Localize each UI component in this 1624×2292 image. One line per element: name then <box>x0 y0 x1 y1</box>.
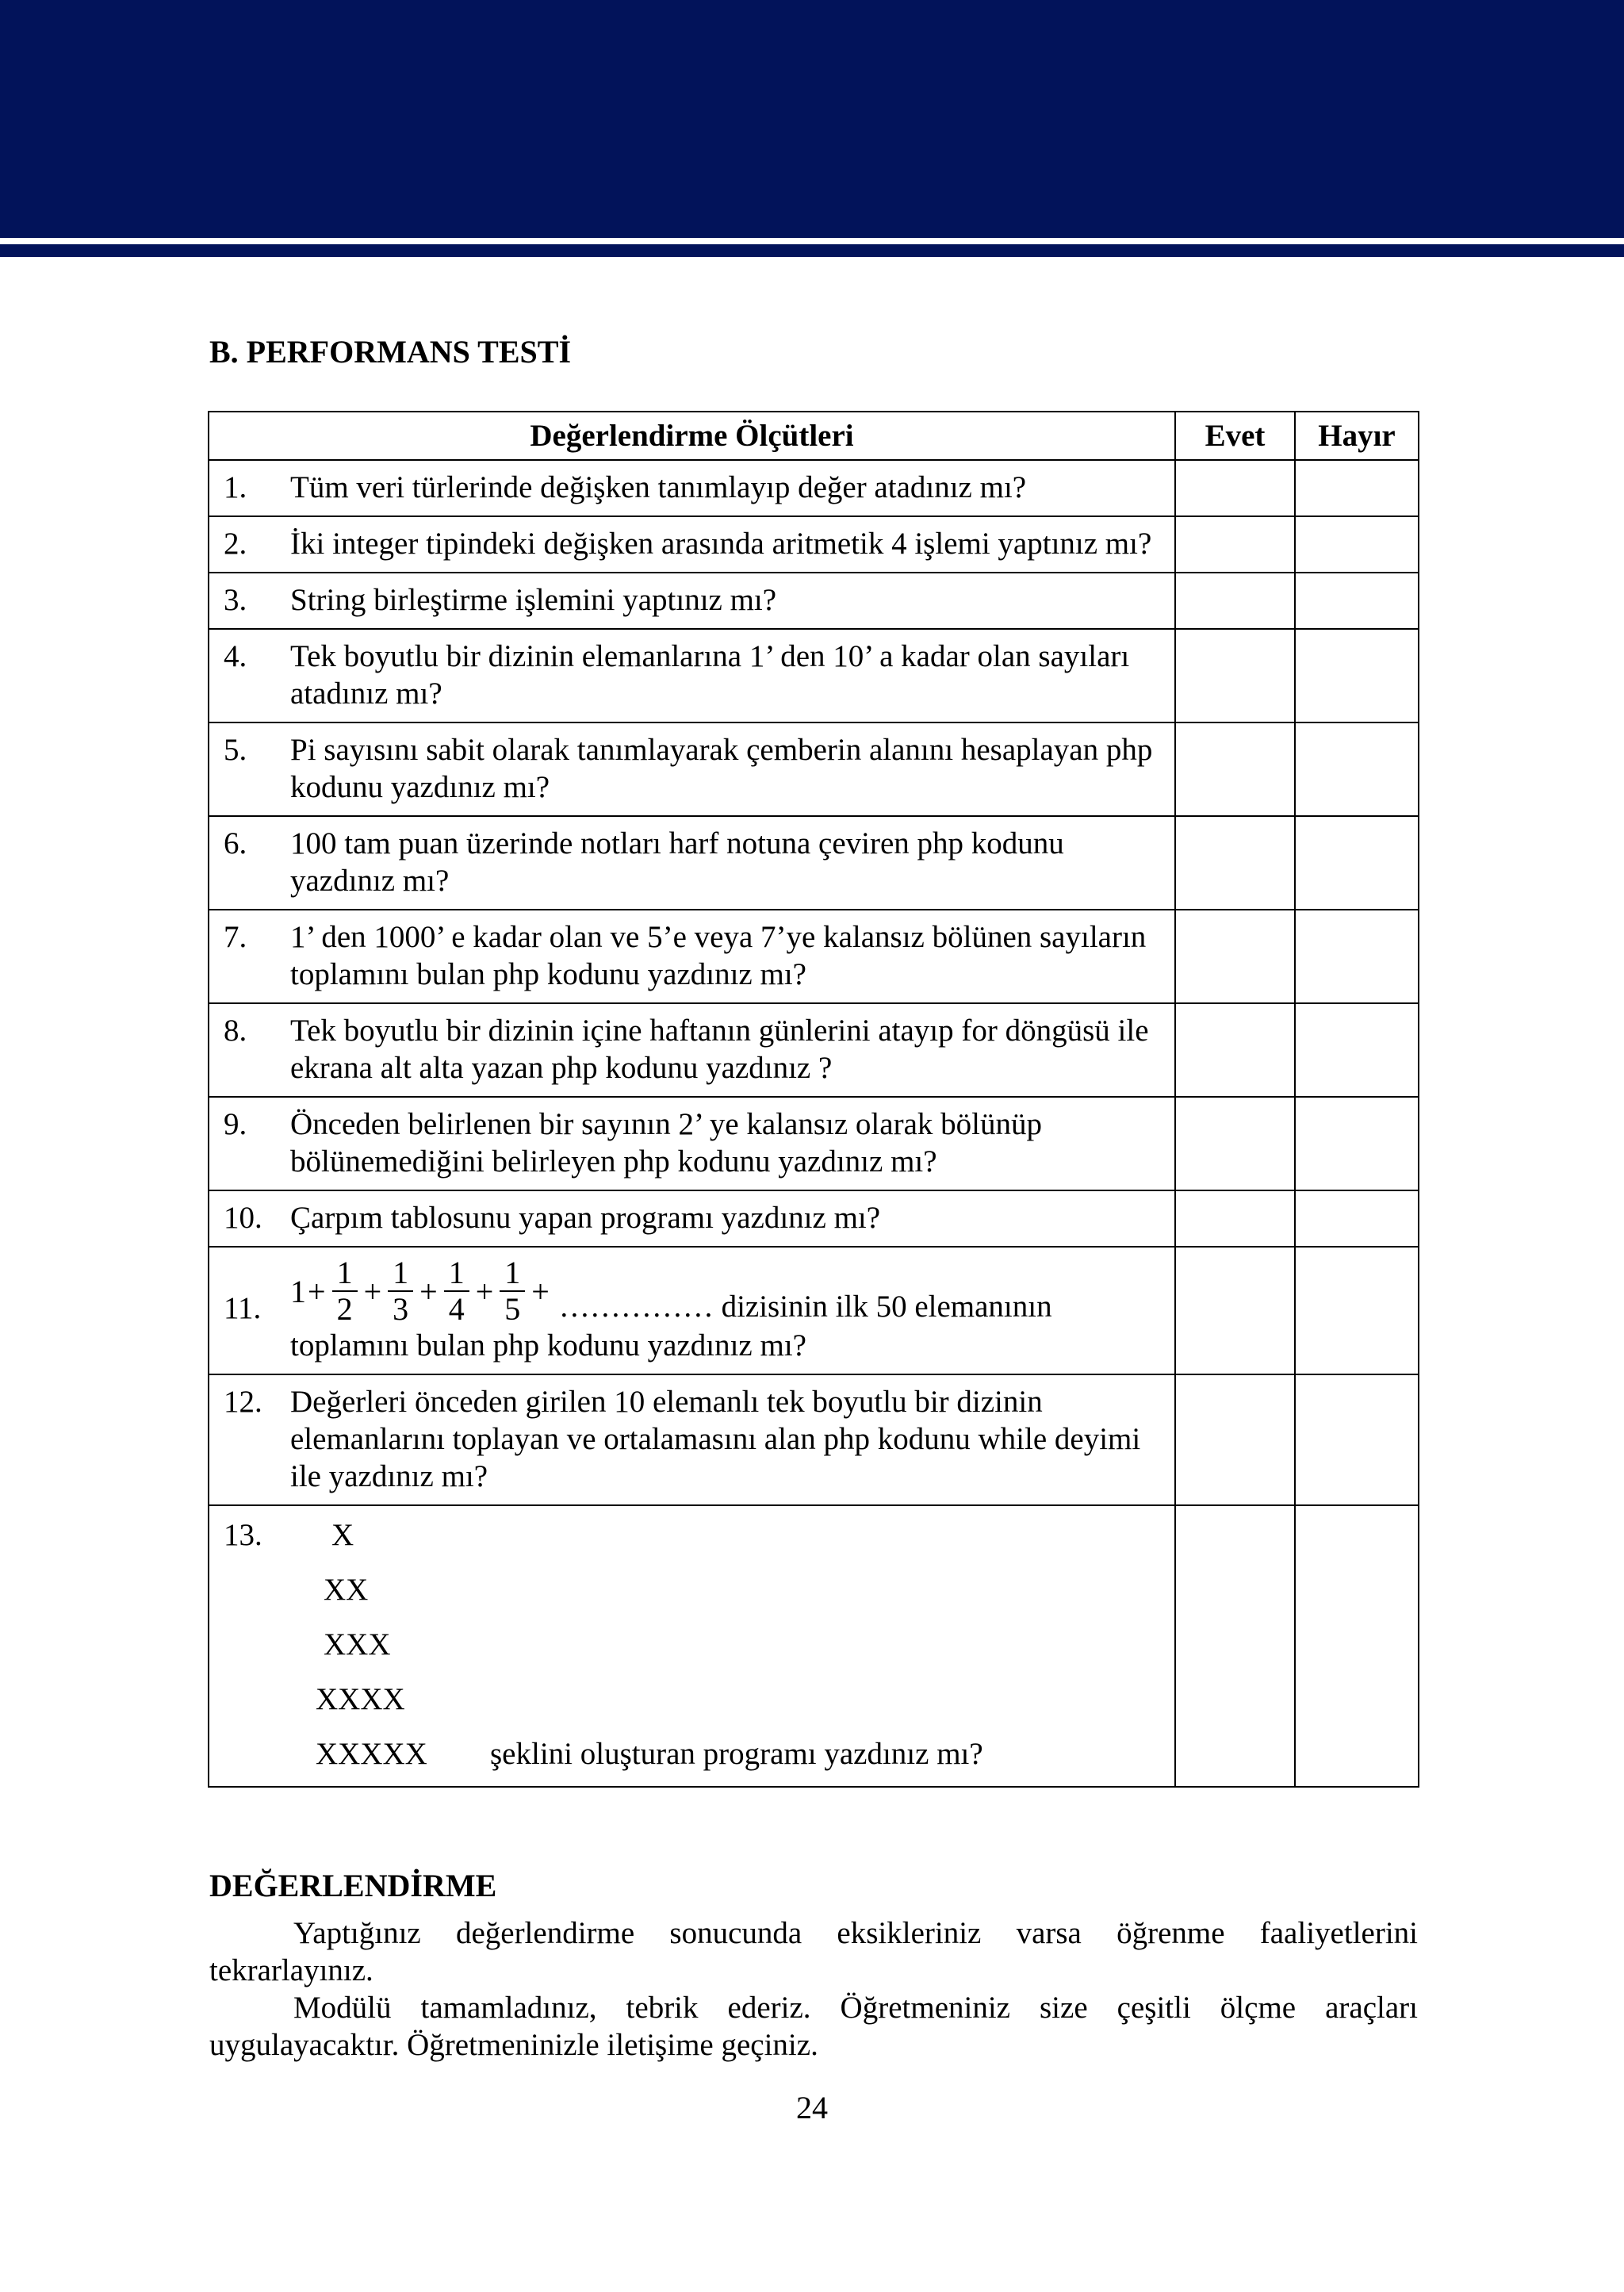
formula-plus: + <box>475 1273 494 1309</box>
pattern-line: XXXXX <box>316 1737 427 1771</box>
no-checkbox-cell[interactable] <box>1295 629 1419 722</box>
pattern-line: XX <box>324 1573 369 1607</box>
table-row <box>209 1247 1419 1374</box>
no-header: Hayır <box>1295 412 1419 460</box>
evaluation-paragraph-1: Yaptığınız değerlendirme sonucunda eksikleriniz varsa öğrenme faaliyetlerini tekrarlayınız. <box>209 1916 1418 1987</box>
criteria-cell <box>209 1247 1175 1374</box>
item-number: 8. <box>224 1014 247 1048</box>
no-checkbox-cell[interactable] <box>1295 1247 1419 1374</box>
fraction <box>500 1255 525 1327</box>
no-checkbox-cell[interactable] <box>1295 516 1419 573</box>
item-number: 4. <box>224 639 247 673</box>
no-checkbox-cell[interactable] <box>1295 722 1419 816</box>
yes-checkbox-cell[interactable] <box>1175 573 1295 629</box>
fraction-numerator: 1 <box>500 1255 525 1292</box>
no-checkbox-cell[interactable] <box>1295 573 1419 629</box>
pattern-line: XXXX <box>316 1682 405 1716</box>
item-number: 10. <box>224 1201 262 1235</box>
formula-lead: 1 <box>290 1273 306 1309</box>
fraction <box>388 1255 413 1327</box>
item-text: Önceden belirlenen bir sayının 2’ ye kalansız olarak bölünüp bölünemediğini belirleyen php kodunu yazdınız mı? <box>290 1107 1042 1179</box>
no-checkbox-cell[interactable] <box>1295 1190 1419 1247</box>
header-band <box>0 0 1624 238</box>
criteria-cell <box>209 516 1175 573</box>
criteria-cell <box>209 1003 1175 1097</box>
page-number: 24 <box>796 2090 828 2125</box>
criteria-cell <box>209 910 1175 1003</box>
item-number: 9. <box>224 1107 247 1141</box>
criteria-cell <box>209 1505 1175 1787</box>
no-checkbox-cell[interactable] <box>1295 910 1419 1003</box>
fraction-numerator: 1 <box>388 1255 413 1292</box>
item-number: 13. <box>224 1518 262 1552</box>
table-row <box>209 1003 1419 1097</box>
table-row <box>209 1097 1419 1190</box>
pattern-line: XXX <box>324 1627 391 1662</box>
fraction <box>444 1255 469 1327</box>
item-number: 1. <box>224 470 247 504</box>
table-header-row <box>209 412 1419 460</box>
yes-header: Evet <box>1175 412 1295 460</box>
yes-checkbox-cell[interactable] <box>1175 1190 1295 1247</box>
yes-checkbox-cell[interactable] <box>1175 910 1295 1003</box>
formula-plus: + <box>363 1273 382 1309</box>
pattern-line: X <box>331 1518 354 1552</box>
item-text: İki integer tipindeki değişken arasında aritmetik 4 işlemi yaptınız mı? <box>290 527 1152 561</box>
yes-checkbox-cell[interactable] <box>1175 1247 1295 1374</box>
item-number: 2. <box>224 527 247 561</box>
evaluation-paragraph-2: Modülü tamamladınız, tebrik ederiz. Öğretmeniniz size çeşitli ölçme araçları uygulayacaktır. Öğretmeninizle iletişime geçiniz. <box>209 1991 1418 2062</box>
yes-checkbox-cell[interactable] <box>1175 1003 1295 1097</box>
criteria-cell <box>209 1374 1175 1505</box>
criteria-header: Değerlendirme Ölçütleri <box>209 412 1175 460</box>
fraction-numerator: 1 <box>332 1255 358 1292</box>
table-row <box>209 910 1419 1003</box>
series-formula <box>290 1255 551 1327</box>
fraction-denominator: 3 <box>393 1291 409 1327</box>
criteria-cell <box>209 1190 1175 1247</box>
item-text: Tek boyutlu bir dizinin elemanlarına 1’ den 10’ a kadar olan sayıları atadınız mı? <box>290 639 1130 711</box>
criteria-cell <box>209 722 1175 816</box>
yes-checkbox-cell[interactable] <box>1175 629 1295 722</box>
no-checkbox-cell[interactable] <box>1295 460 1419 516</box>
fraction-numerator: 1 <box>444 1255 469 1292</box>
header-gap <box>0 238 1624 244</box>
item-text: String birleştirme işlemini yaptınız mı? <box>290 583 777 617</box>
criteria-table <box>208 411 1419 1788</box>
item-text: Tüm veri türlerinde değişken tanımlayıp değer atadınız mı? <box>290 470 1027 504</box>
yes-checkbox-cell[interactable] <box>1175 516 1295 573</box>
item-number: 6. <box>224 826 247 860</box>
fraction-denominator: 5 <box>504 1291 521 1327</box>
item-number: 12. <box>224 1385 262 1419</box>
criteria-cell <box>209 629 1175 722</box>
no-checkbox-cell[interactable] <box>1295 816 1419 910</box>
table-row <box>209 460 1419 516</box>
item-number: 3. <box>224 583 247 617</box>
table-row <box>209 573 1419 629</box>
formula-plus: + <box>419 1273 438 1309</box>
table-row <box>209 629 1419 722</box>
item-text: şeklini oluşturan programı yazdınız mı? <box>490 1737 983 1771</box>
fraction <box>332 1255 358 1327</box>
table-row <box>209 516 1419 573</box>
item-text: Tek boyutlu bir dizinin içine haftanın günlerini atayıp for döngüsü ile ekrana alt alta yazan php kodunu yazdınız ? <box>290 1014 1149 1085</box>
table-row <box>209 1505 1419 1787</box>
item-text: 1’ den 1000’ e kadar olan ve 5’e veya 7’ye kalansız bölünen sayıların toplamını bulan php kodunu yazdınız mı? <box>290 920 1147 991</box>
item-number: 11. <box>224 1291 262 1325</box>
item-text: Pi sayısını sabit olarak tanımlayarak çemberin alanını hesaplayan php kodunu yazdınız mı? <box>290 733 1153 804</box>
item-text: …………… dizisinin ilk 50 elemanının <box>558 1290 1052 1324</box>
table-row <box>209 816 1419 910</box>
evaluation-title: DEĞERLENDİRME <box>209 1868 497 1903</box>
yes-checkbox-cell[interactable] <box>1175 460 1295 516</box>
criteria-cell <box>209 573 1175 629</box>
formula-plus: + <box>531 1273 550 1309</box>
criteria-cell <box>209 816 1175 910</box>
item-text: Çarpım tablosunu yapan programı yazdınız mı? <box>290 1201 881 1235</box>
criteria-cell <box>209 460 1175 516</box>
yes-checkbox-cell[interactable] <box>1175 1097 1295 1190</box>
yes-checkbox-cell[interactable] <box>1175 722 1295 816</box>
table-row <box>209 1374 1419 1505</box>
item-number: 7. <box>224 920 247 954</box>
fraction-denominator: 2 <box>336 1291 353 1327</box>
yes-checkbox-cell[interactable] <box>1175 816 1295 910</box>
table-row <box>209 1190 1419 1247</box>
formula-plus: + <box>308 1273 326 1309</box>
no-checkbox-cell[interactable] <box>1295 1097 1419 1190</box>
item-text-continued: toplamını bulan php kodunu yazdınız mı? <box>290 1328 806 1363</box>
no-checkbox-cell[interactable] <box>1295 1003 1419 1097</box>
no-checkbox-cell[interactable] <box>1295 1505 1419 1787</box>
item-number: 5. <box>224 733 247 767</box>
item-text: 100 tam puan üzerinde notları harf notuna çeviren php kodunu yazdınız mı? <box>290 826 1064 898</box>
header-stripe <box>0 244 1624 257</box>
item-text: Değerleri önceden girilen 10 elemanlı tek boyutlu bir dizinin elemanlarını toplayan ve ortalamasını alan php kodunu while deyimi ile yazdınız mı? <box>290 1385 1141 1493</box>
yes-checkbox-cell[interactable] <box>1175 1505 1295 1787</box>
yes-checkbox-cell[interactable] <box>1175 1374 1295 1505</box>
table-row <box>209 722 1419 816</box>
section-title: B. PERFORMANS TESTİ <box>209 334 572 370</box>
criteria-cell <box>209 1097 1175 1190</box>
no-checkbox-cell[interactable] <box>1295 1374 1419 1505</box>
fraction-denominator: 4 <box>448 1291 465 1327</box>
